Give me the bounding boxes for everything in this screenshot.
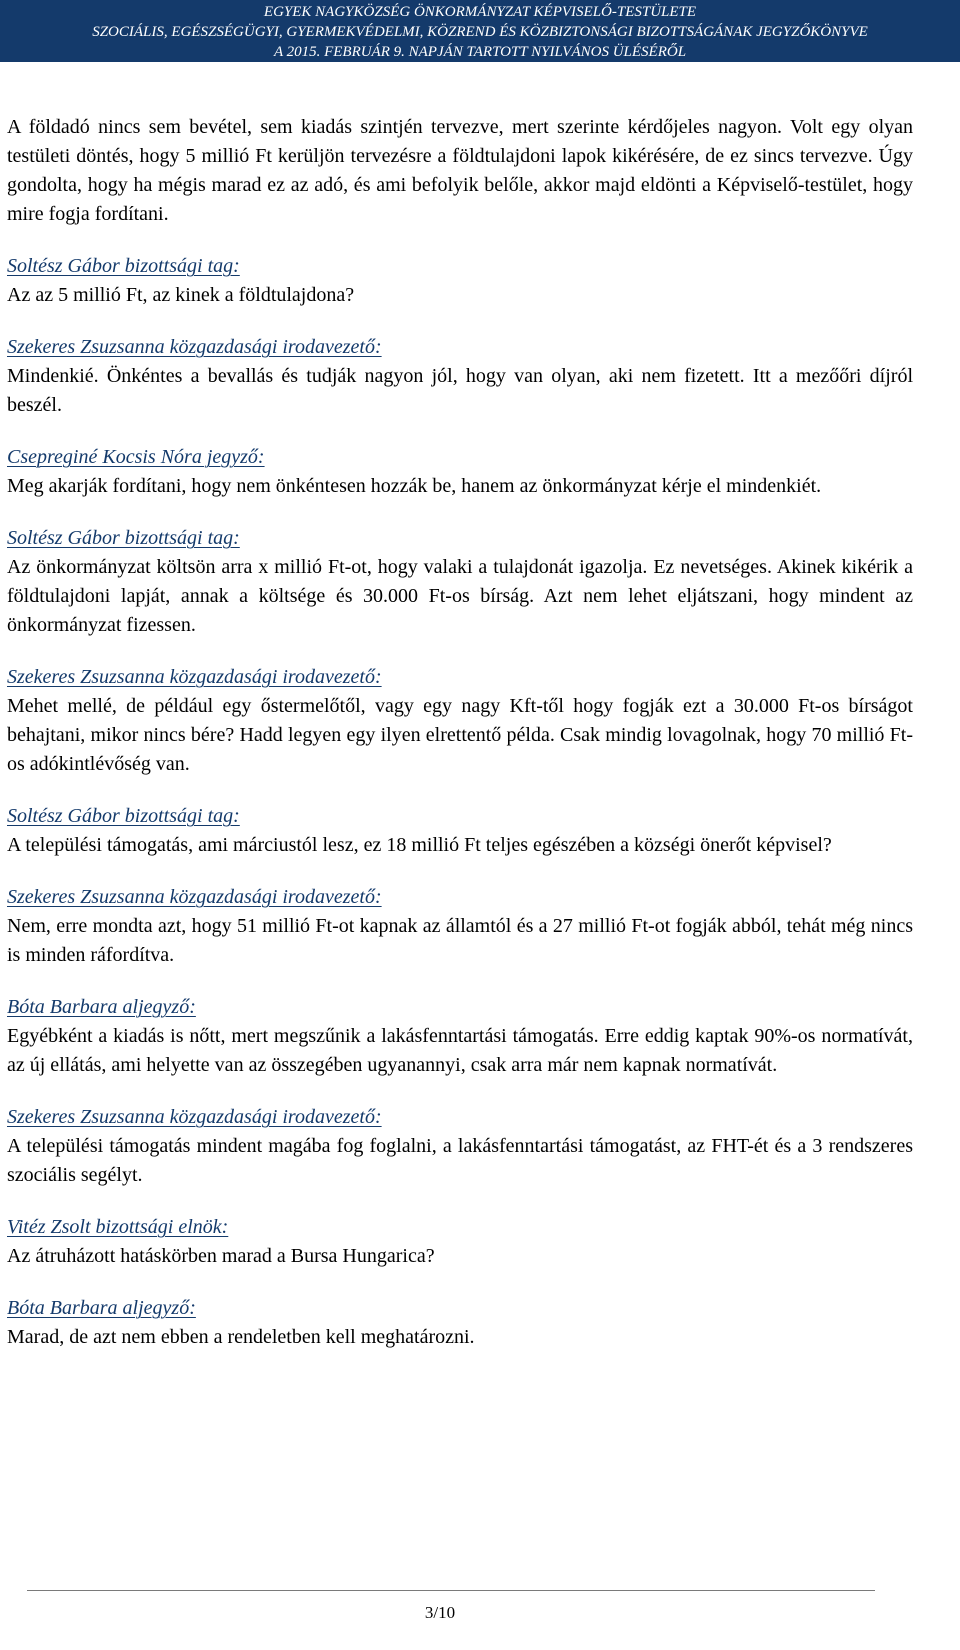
footer-divider	[27, 1590, 875, 1591]
speaker-name: Szekeres Zsuzsanna közgazdasági irodavezető:	[7, 666, 382, 688]
document-body	[7, 113, 913, 1352]
speaker-name: Csepreginé Kocsis Nóra jegyző:	[7, 446, 265, 468]
page-number: 3/10	[424, 1603, 456, 1622]
speaker-statement: Nem, erre mondta azt, hogy 51 millió Ft-ot kapnak az államtól és a 27 millió Ft-ot fogják abból, tehát még nincs is minden ráfordítva.	[7, 915, 913, 966]
speaker-name: Szekeres Zsuzsanna közgazdasági irodavezető:	[7, 336, 382, 358]
speaker-name: Soltész Gábor bizottsági tag:	[7, 255, 240, 277]
speaker-statement: Meg akarják fordítani, hogy nem önkéntesen hozzák be, hanem az önkormányzat kérje el mindenkiét.	[7, 475, 822, 497]
speaker-statement: A települési támogatás, ami márciustól lesz, ez 18 millió Ft teljes egészében a községi önerőt képvisel?	[7, 834, 832, 856]
speaker-name: Bóta Barbara aljegyző:	[7, 996, 196, 1018]
exchange-6	[7, 802, 913, 860]
exchange-4	[7, 524, 913, 640]
header-line-3: A 2015. FEBRUÁR 9. NAPJÁN TARTOTT NYILVÁNOS ÜLÉSÉRŐL	[273, 44, 687, 60]
speaker-statement: Mindenkié. Önkéntes a bevallás és tudják nagyon jól, hogy van olyan, aki nem fizetett. Itt a mezőőri díjról beszél.	[7, 365, 913, 416]
header-line-1: EGYEK NAGYKÖZSÉG ÖNKORMÁNYZAT KÉPVISELŐ-TESTÜLETE	[263, 4, 697, 20]
speaker-statement: Az önkormányzat költsön arra x millió Ft-ot, hogy valaki a tulajdonát igazolja. Ez nevetséges. Akinek kikérik a földtulajdoni lapját, annak a költsége és 30.000 Ft-os bírság. Azt nem lehet eljátszani, hogy mindent az önkormányzat fizessen.	[7, 556, 913, 636]
speaker-statement: Marad, de azt nem ebben a rendeletben kell meghatározni.	[7, 1326, 475, 1348]
speaker-name: Soltész Gábor bizottsági tag:	[7, 805, 240, 827]
exchange-2	[7, 333, 913, 420]
exchange-10	[7, 1213, 913, 1271]
exchange-7	[7, 883, 913, 970]
document-header	[0, 0, 960, 62]
exchange-11	[7, 1294, 913, 1352]
speaker-statement: Az átruházott hatáskörben marad a Bursa Hungarica?	[7, 1245, 435, 1267]
exchange-5	[7, 663, 913, 779]
header-line-2: SZOCIÁLIS, EGÉSZSÉGÜGYI, GYERMEKVÉDELMI, KÖZREND ÉS KÖZBIZTONSÁGI BIZOTTSÁGÁNAK JEGYZŐKÖNYVE	[92, 24, 868, 40]
speaker-statement: Egyébként a kiadás is nőtt, mert megszűnik a lakásfenntartási támogatás. Erre eddig kaptak 90%-os normatívát, az új ellátás, ami helyette van az összegében ugyanannyi, csak arra már nem kapnak normatívát.	[7, 1025, 913, 1076]
speaker-statement: A települési támogatás mindent magába fog foglalni, a lakásfenntartási támogatást, az FHT-ét és a 3 rendszeres szociális segélyt.	[7, 1135, 913, 1186]
exchange-9	[7, 1103, 913, 1190]
exchange-8	[7, 993, 913, 1080]
intro-paragraph: A földadó nincs sem bevétel, sem kiadás szintjén tervezve, mert szerinte kérdőjeles nagyon. Volt egy olyan testületi döntés, hogy 5 millió Ft kerüljön tervezésre a földtulajdoni lapok kikérésére, de ez sincs tervezve. Úgy gondolta, hogy ha mégis marad ez az adó, és ami befolyik belőle, akkor majd eldönti a Képviselő-testület, hogy mire fogja fordítani.	[7, 116, 913, 225]
exchange-1	[7, 252, 913, 310]
speaker-statement: Az az 5 millió Ft, az kinek a földtulajdona?	[7, 284, 355, 306]
speaker-name: Soltész Gábor bizottsági tag:	[7, 527, 240, 549]
speaker-name: Szekeres Zsuzsanna közgazdasági irodavezető:	[7, 886, 382, 908]
speaker-statement: Mehet mellé, de például egy őstermelőtől, vagy egy nagy Kft-től hogy fogják ezt a 30.000 Ft-os bírságot behajtani, mikor nincs bére? Hadd legyen egy ilyen elrettentő példa. Csak mindig lovagolnak, hogy 70 millió Ft-os adókintlévőség van.	[7, 695, 913, 775]
exchange-3	[7, 443, 913, 501]
speaker-name: Vitéz Zsolt bizottsági elnök:	[7, 1216, 229, 1238]
speaker-name: Szekeres Zsuzsanna közgazdasági irodavezető:	[7, 1106, 382, 1128]
speaker-name: Bóta Barbara aljegyző:	[7, 1297, 196, 1319]
